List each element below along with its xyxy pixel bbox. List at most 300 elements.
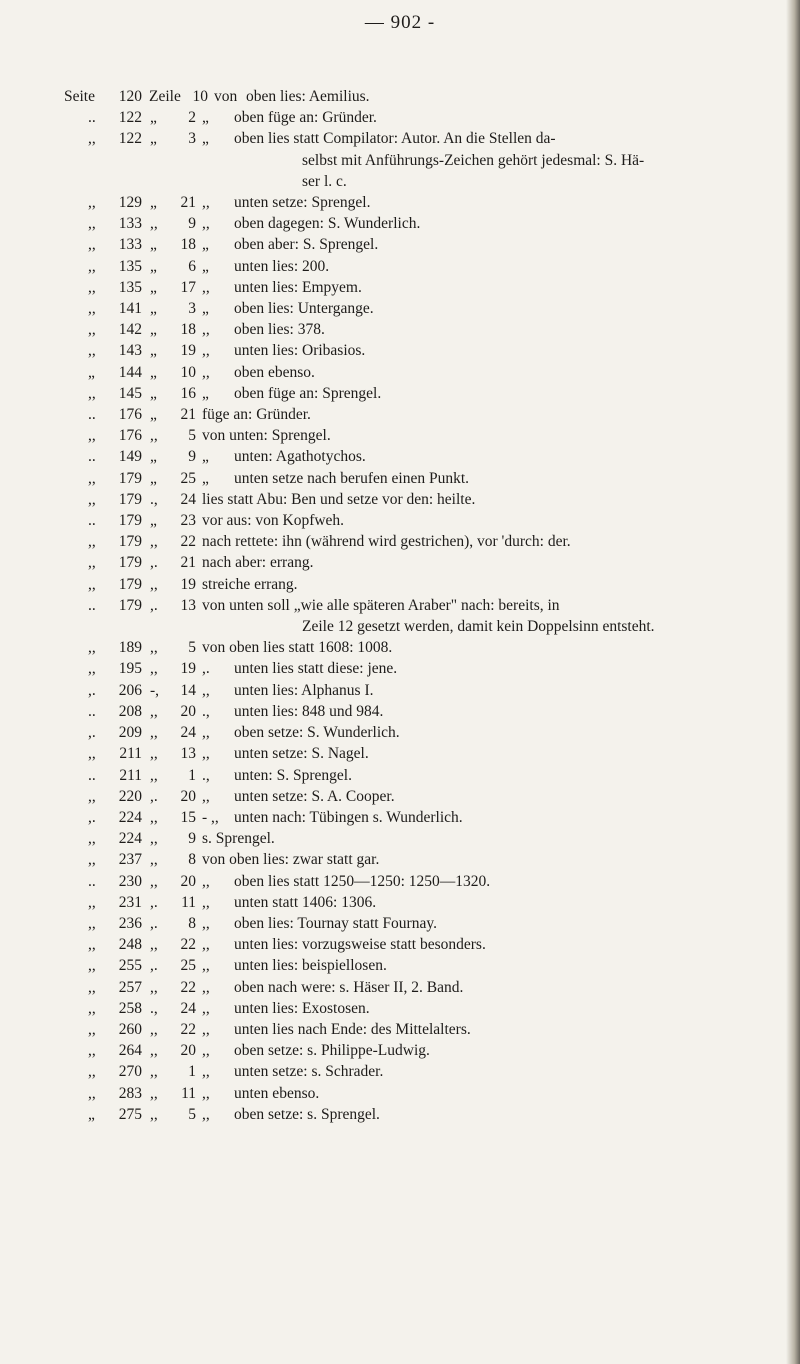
page-number: — 902 - <box>364 12 436 33</box>
ditto-mark: ,, <box>150 639 158 657</box>
ditto-mark: ,. <box>88 724 96 742</box>
line-ref: 20 <box>180 787 196 805</box>
errata-row <box>64 701 754 722</box>
errata-row <box>64 1083 754 1104</box>
page-ref: 141 <box>118 300 142 318</box>
correction-text <box>202 892 754 913</box>
line-ref: 3 <box>188 300 196 318</box>
correction-text <box>202 977 754 998</box>
ditto-mark: ,, <box>150 427 158 445</box>
correction-text <box>202 1019 754 1040</box>
ditto-mark: ,, <box>88 1063 96 1081</box>
line-ref: 20 <box>180 1042 196 1060</box>
correction: oben lies: Aemilius. <box>246 88 370 105</box>
ditto-mark: ,, <box>88 957 96 975</box>
ditto-mark: ,, <box>88 660 96 678</box>
correction: oben füge an: Gründer. <box>234 109 377 127</box>
direction-mark: „ <box>202 236 209 254</box>
correction: von oben lies: zwar statt gar. <box>202 851 380 869</box>
direction-mark: ,, <box>202 999 210 1017</box>
ditto-mark: ,, <box>150 724 158 742</box>
ditto-mark: ,, <box>150 808 158 826</box>
line-ref: 24 <box>180 999 196 1017</box>
ditto-mark: ,. <box>150 787 158 805</box>
errata-row <box>64 277 754 298</box>
direction-mark: - ,, <box>202 808 219 826</box>
ditto-mark: ,, <box>88 194 96 212</box>
correction: unten lies: vorzugsweise statt besonders. <box>234 936 486 954</box>
errata-row <box>64 765 754 786</box>
correction-text <box>202 722 754 743</box>
page-ref: 179 <box>118 533 142 551</box>
errata-row <box>64 107 754 128</box>
correction: s. Sprengel. <box>202 830 275 848</box>
ditto-mark: „ <box>88 1105 95 1123</box>
correction: unten lies: Empyem. <box>234 278 362 296</box>
page-ref: 129 <box>118 194 142 212</box>
errata-row <box>64 849 754 870</box>
errata-row <box>64 1061 754 1082</box>
errata-row <box>64 425 754 446</box>
correction: unten lies: beispiellosen. <box>234 957 387 975</box>
ditto-mark: ,, <box>88 300 96 318</box>
errata-row <box>64 637 754 658</box>
direction-mark: ., <box>202 702 210 720</box>
ditto-mark: ,, <box>88 236 96 254</box>
page-ref: 224 <box>118 808 142 826</box>
line-ref: 23 <box>180 512 196 530</box>
errata-row <box>64 298 754 319</box>
direction-mark: ,, <box>202 278 210 296</box>
errata-row <box>64 1104 754 1125</box>
correction: unten: S. Sprengel. <box>234 766 352 784</box>
errata-row <box>64 319 754 340</box>
correction-text <box>202 362 754 383</box>
line-ref: 9 <box>188 215 196 233</box>
direction-mark: ,, <box>202 724 210 742</box>
correction: oben setze: s. Sprengel. <box>234 1105 380 1123</box>
correction-text <box>202 425 754 446</box>
correction-continuation: ser l. c. <box>302 172 347 190</box>
ditto-mark: ,, <box>88 1042 96 1060</box>
ditto-mark: ,, <box>88 554 96 572</box>
correction: unten nach: Tübingen s. Wunderlich. <box>234 808 463 826</box>
line-ref: 22 <box>180 936 196 954</box>
ditto-mark: ,. <box>150 554 158 572</box>
ditto-mark: ,, <box>88 830 96 848</box>
errata-row <box>64 192 754 213</box>
ditto-mark: ,, <box>88 999 96 1017</box>
errata-row <box>64 743 754 764</box>
direction-mark: ,, <box>202 978 210 996</box>
errata-row <box>64 213 754 234</box>
correction-text <box>202 998 754 1019</box>
errata-row <box>64 595 754 616</box>
page-ref: 224 <box>118 830 142 848</box>
scan-edge-shadow <box>786 0 800 1364</box>
correction: füge an: Gründer. <box>202 406 311 424</box>
errata-row <box>64 1040 754 1061</box>
errata-row <box>64 807 754 828</box>
errata-row <box>64 552 754 573</box>
ditto-mark: „ <box>150 257 157 275</box>
ditto-mark: .. <box>88 406 96 424</box>
errata-row <box>64 786 754 807</box>
direction-mark: von <box>214 88 238 105</box>
correction: unten lies: Exostosen. <box>234 999 370 1017</box>
line-ref: 6 <box>188 257 196 275</box>
page-ref: 211 <box>119 745 142 763</box>
errata-row <box>64 680 754 701</box>
correction-text <box>202 107 754 128</box>
page-ref: 236 <box>118 914 142 932</box>
line-ref: 22 <box>180 1020 196 1038</box>
correction-text <box>202 786 754 807</box>
ditto-mark: „ <box>150 321 157 339</box>
direction-mark: ,, <box>202 1020 210 1038</box>
direction-mark: ,, <box>202 1063 210 1081</box>
correction: oben lies: Untergange. <box>234 300 374 318</box>
ditto-mark: „ <box>150 512 157 530</box>
direction-mark: ,, <box>202 936 210 954</box>
page-ref: 122 <box>118 130 142 148</box>
ditto-mark: „ <box>150 109 157 127</box>
direction-mark: ,, <box>202 787 210 805</box>
page-ref: 133 <box>118 215 142 233</box>
page-ref: 283 <box>118 1084 142 1102</box>
ditto-mark: ,. <box>150 596 158 614</box>
ditto-mark: ,, <box>88 978 96 996</box>
ditto-mark: ,, <box>150 1020 158 1038</box>
ditto-mark: .. <box>88 512 96 530</box>
ditto-mark: ,, <box>88 851 96 869</box>
ditto-mark: ,, <box>88 384 96 402</box>
line-ref: 25 <box>180 469 196 487</box>
errata-row <box>64 658 754 679</box>
ditto-mark: ,, <box>88 257 96 275</box>
correction-text <box>202 340 754 361</box>
direction-mark: ,, <box>202 893 210 911</box>
correction-text <box>202 807 754 828</box>
correction-text <box>202 1061 754 1082</box>
page-ref: 248 <box>118 936 142 954</box>
line-ref: 18 <box>180 321 196 339</box>
ditto-mark: ,, <box>150 660 158 678</box>
ditto-mark: ,, <box>88 914 96 932</box>
line-ref: 1 <box>188 766 196 784</box>
correction: oben setze: S. Wunderlich. <box>234 724 400 742</box>
correction-text <box>202 489 754 510</box>
line-ref: 1 <box>188 1063 196 1081</box>
line-ref: 10 <box>180 363 196 381</box>
correction-text <box>202 849 754 870</box>
correction: von unten soll „wie alle späteren Araber" nach: bereits, in <box>202 596 560 614</box>
page-ref: 135 <box>118 278 142 296</box>
page-ref: 237 <box>118 851 142 869</box>
correction-text <box>202 637 754 658</box>
correction-text <box>202 701 754 722</box>
page-ref: 133 <box>118 236 142 254</box>
correction: nach aber: errang. <box>202 554 314 572</box>
line-ref: 8 <box>188 851 196 869</box>
correction: unten setze: S. Nagel. <box>234 745 369 763</box>
ditto-mark: ,, <box>88 787 96 805</box>
correction: oben nach were: s. Häser II, 2. Band. <box>234 978 464 996</box>
page-ref: 189 <box>118 639 142 657</box>
ditto-mark: ,, <box>150 1105 158 1123</box>
correction-continuation: selbst mit Anführungs-Zeichen gehört jedesmal: S. Hä- <box>302 151 645 169</box>
correction-text <box>202 871 754 892</box>
correction-text <box>202 531 754 552</box>
ditto-mark: ,, <box>150 766 158 784</box>
ditto-mark: „ <box>150 278 157 296</box>
ditto-mark: „ <box>150 448 157 466</box>
correction: oben aber: S. Sprengel. <box>234 236 379 254</box>
ditto-mark: ,, <box>88 321 96 339</box>
correction-text <box>202 765 754 786</box>
line-ref: 3 <box>188 130 196 148</box>
direction-mark: „ <box>202 448 209 466</box>
correction: unten lies: 200. <box>234 257 330 275</box>
errata-row <box>64 531 754 552</box>
ditto-mark: „ <box>150 406 157 424</box>
ditto-mark: .. <box>88 702 96 720</box>
correction-text <box>202 680 754 701</box>
ditto-mark: .. <box>88 448 96 466</box>
ditto-mark: .. <box>88 596 96 614</box>
line-ref: 19 <box>180 660 196 678</box>
line-ref: 14 <box>180 681 196 699</box>
direction-mark: ,, <box>202 681 210 699</box>
ditto-mark: ,, <box>150 830 158 848</box>
line-ref: 8 <box>188 914 196 932</box>
ditto-mark: ,. <box>150 914 158 932</box>
direction-mark: ,, <box>202 1084 210 1102</box>
ditto-mark: ,, <box>88 533 96 551</box>
correction: oben lies statt Compilator: Autor. An die Stellen da- <box>234 130 556 148</box>
errata-row <box>64 256 754 277</box>
line-ref: 21 <box>180 554 196 572</box>
correction: unten lies: 848 und 984. <box>234 702 384 720</box>
ditto-mark: „ <box>150 384 157 402</box>
line-ref: 15 <box>180 808 196 826</box>
line-ref: 13 <box>180 596 196 614</box>
direction-mark: ,, <box>202 1042 210 1060</box>
correction-text <box>202 319 754 340</box>
direction-mark: ,, <box>202 1105 210 1123</box>
page-ref: 144 <box>118 363 142 381</box>
line-ref: 13 <box>180 745 196 763</box>
direction-mark: ,. <box>202 660 210 678</box>
page-ref: 255 <box>118 957 142 975</box>
ditto-mark: ,, <box>88 427 96 445</box>
correction-text <box>202 743 754 764</box>
page-ref: 179 <box>118 554 142 572</box>
page-ref: 257 <box>118 978 142 996</box>
correction: oben lies: Tournay statt Fournay. <box>234 914 437 932</box>
direction-mark: „ <box>202 300 209 318</box>
correction-text <box>202 658 754 679</box>
correction-text <box>202 913 754 934</box>
ditto-mark: ,, <box>88 278 96 296</box>
line-ref: 19 <box>180 575 196 593</box>
direction-mark: ., <box>202 766 210 784</box>
page-ref: 264 <box>118 1042 142 1060</box>
correction-text <box>202 446 754 467</box>
correction-text <box>202 128 754 149</box>
ditto-mark: „ <box>150 194 157 212</box>
page-ref: 122 <box>118 109 142 127</box>
page-ref: 231 <box>118 893 142 911</box>
correction: von unten: Sprengel. <box>202 427 331 445</box>
ditto-mark: ,, <box>88 936 96 954</box>
correction: unten lies: Oribasios. <box>234 342 366 360</box>
ditto-mark: .. <box>88 872 96 890</box>
ditto-mark: ,, <box>150 1063 158 1081</box>
correction-text <box>202 510 754 531</box>
correction: oben lies statt 1250—1250: 1250—1320. <box>234 872 491 890</box>
correction-text <box>202 213 754 234</box>
page-ref: 120 <box>118 88 142 105</box>
direction-mark: „ <box>202 257 209 275</box>
errata-row <box>64 1019 754 1040</box>
correction: oben lies: 378. <box>234 321 325 339</box>
page-ref: 179 <box>118 469 142 487</box>
line-ref: 16 <box>180 384 196 402</box>
correction-text <box>202 383 754 404</box>
ditto-mark: ,, <box>88 575 96 593</box>
correction-text <box>202 955 754 976</box>
page-ref: 260 <box>118 1020 142 1038</box>
page-ref: 258 <box>118 999 142 1017</box>
correction: oben dagegen: S. Wunderlich. <box>234 215 421 233</box>
correction-text <box>202 192 754 213</box>
direction-mark: ,, <box>202 957 210 975</box>
ditto-mark: „ <box>88 363 95 381</box>
line-ref: 2 <box>188 109 196 127</box>
ditto-mark: ,, <box>88 469 96 487</box>
page-ref: 179 <box>118 596 142 614</box>
ditto-mark: „ <box>150 469 157 487</box>
direction-mark: „ <box>202 384 209 402</box>
correction-text <box>202 468 754 489</box>
ditto-mark: „ <box>150 130 157 148</box>
correction: unten setze: Sprengel. <box>234 194 371 212</box>
correction: unten setze: S. A. Cooper. <box>234 787 395 805</box>
ditto-mark: ,. <box>150 957 158 975</box>
page-ref: 208 <box>118 702 142 720</box>
ditto-mark: „ <box>150 300 157 318</box>
errata-row <box>64 489 754 510</box>
page-ref: 195 <box>118 660 142 678</box>
correction: nach rettete: ihn (während wird gestrichen), vor 'durch: der. <box>202 533 571 551</box>
ditto-mark: ,, <box>150 1084 158 1102</box>
ditto-mark: ,, <box>150 936 158 954</box>
correction: unten lies: Alphanus I. <box>234 681 374 699</box>
direction-mark: ,, <box>202 215 210 233</box>
direction-mark: „ <box>202 469 209 487</box>
correction-text <box>202 256 754 277</box>
ditto-mark: „ <box>150 363 157 381</box>
page-ref: 179 <box>118 490 142 508</box>
page-ref: 142 <box>118 321 142 339</box>
errata-row <box>64 828 754 849</box>
ditto-mark: „ <box>150 342 157 360</box>
errata-first-row <box>64 86 754 107</box>
page-ref: 176 <box>118 406 142 424</box>
correction-text <box>202 298 754 319</box>
ditto-mark: „ <box>150 236 157 254</box>
page-ref: 149 <box>118 448 142 466</box>
correction: unten setze: s. Schrader. <box>234 1063 384 1081</box>
line-ref: 20 <box>180 872 196 890</box>
correction-continuation: Zeile 12 gesetzt werden, damit kein Doppelsinn entsteht. <box>302 618 655 636</box>
errata-row <box>64 383 754 404</box>
errata-row <box>64 871 754 892</box>
ditto-mark: ,, <box>88 215 96 233</box>
correction-text <box>214 86 754 107</box>
correction-text <box>202 934 754 955</box>
page-ref: 176 <box>118 427 142 445</box>
ditto-mark: ,, <box>150 575 158 593</box>
errata-row <box>64 913 754 934</box>
errata-row <box>64 128 754 149</box>
correction: unten ebenso. <box>234 1084 320 1102</box>
errata-row <box>64 892 754 913</box>
direction-mark: ,, <box>202 363 210 381</box>
ditto-mark: ., <box>150 490 158 508</box>
ditto-mark: ,, <box>150 745 158 763</box>
correction-text <box>202 828 754 849</box>
correction-text <box>202 574 754 595</box>
page-ref: 143 <box>118 342 142 360</box>
correction: unten lies nach Ende: des Mittelalters. <box>234 1020 471 1038</box>
errata-row <box>64 722 754 743</box>
line-ref: 19 <box>180 342 196 360</box>
correction: streiche errang. <box>202 575 298 593</box>
line-ref: 22 <box>180 978 196 996</box>
correction: oben füge an: Sprengel. <box>234 384 382 402</box>
correction-text <box>202 1104 754 1125</box>
errata-row <box>64 404 754 425</box>
errata-rows <box>64 107 754 1125</box>
errata-row <box>64 468 754 489</box>
correction: unten setze nach berufen einen Punkt. <box>234 469 469 487</box>
errata-row <box>64 934 754 955</box>
correction: unten statt 1406: 1306. <box>234 893 377 911</box>
correction: unten: Agathotychos. <box>234 448 366 466</box>
errata-row <box>64 446 754 467</box>
ditto-mark: ,, <box>150 872 158 890</box>
ditto-mark: ,. <box>88 681 96 699</box>
line-ref: 18 <box>180 236 196 254</box>
correction-text <box>202 595 754 616</box>
page-ref: 135 <box>118 257 142 275</box>
errata-row <box>64 510 754 531</box>
line-ref: 5 <box>188 427 196 445</box>
line-ref: 25 <box>180 957 196 975</box>
ditto-mark: ,, <box>88 893 96 911</box>
line-ref: 5 <box>188 639 196 657</box>
line-ref: 21 <box>180 194 196 212</box>
errata-row <box>64 340 754 361</box>
page-ref: 206 <box>118 681 142 699</box>
errata-row <box>64 955 754 976</box>
page-ref: 230 <box>118 872 142 890</box>
ditto-mark: ,, <box>150 702 158 720</box>
seite-label: Seite <box>64 88 95 105</box>
correction: lies statt Abu: Ben und setze vor den: heilte. <box>202 490 476 508</box>
